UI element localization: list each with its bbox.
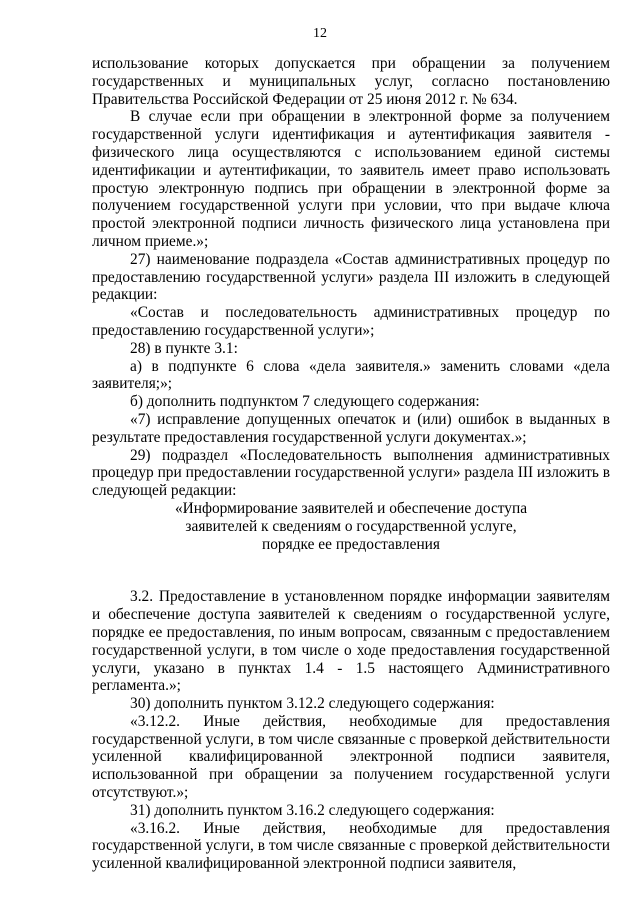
section-heading-line: «Информирование заявителей и обеспечение доступа bbox=[174, 499, 528, 517]
paragraph-subitem-b: б) дополнить подпунктом 7 следующего содержания: bbox=[130, 393, 480, 411]
section-heading-line: порядке ее предоставления bbox=[262, 535, 440, 553]
page-number: 12 bbox=[313, 26, 327, 41]
paragraph-item-29: 29) подраздел «Последовательность выполнения административных процедур при предоставлении государственной услуги» раздела III изложить в следующей редакции: bbox=[92, 446, 610, 500]
paragraph-continuation: использование которых допускается при обращении за получением государственных и муниципальных услуг, согласно постановлению Правительства Российской Федерации от 25 июня 2012 г. № 634. bbox=[92, 55, 610, 108]
paragraph: В случае если при обращении в электронной форме за получением государственной услуги идентификация и аутентификация заявителя - физического лица осуществляются с использованием единой системы идентификации и аутентификации, то заявитель имеет право использовать простую электронную подпись при обращении в электронной форме за получением государственной услуги при условии, что при выдаче ключа простой электронной подписи личность физического лица установлена при личном приеме.»; bbox=[92, 108, 610, 250]
paragraph-item-27: 27) наименование подраздела «Состав административных процедур по предоставлению государственной услуги» раздела III изложить в следующей редакции: bbox=[92, 250, 610, 304]
paragraph-3-2: 3.2. Предоставление в установленном порядке информации заявителям и обеспечение доступа заявителей к сведениям о государственной услуге, порядке ее предоставления, по иным вопросам, связанным с предоставлением государственной услуги, в том числе о ходе предоставления государственной услуги, указано в пунктах 1.4 - 1.5 настоящего Административного регламента.»; bbox=[92, 588, 610, 695]
paragraph-item-31: 31) дополнить пунктом 3.16.2 следующего содержания: bbox=[130, 801, 495, 819]
paragraph-quote: «Состав и последовательность административных процедур по предоставлению государственной услуги»; bbox=[92, 304, 610, 339]
paragraph-item-30: 30) дополнить пунктом 3.12.2 следующего содержания: bbox=[130, 695, 495, 713]
paragraph-quote: «3.12.2. Иные действия, необходимые для предоставления государственной услуги, в том числе связанные с проверкой действительности усиленной квалифицированной электронной подписи заявителя, использованной при обращении за получением государственной услуги отсутствуют.»; bbox=[92, 712, 610, 802]
paragraph-quote: «7) исправление допущенных опечаток и (или) ошибок в выданных в результате предоставления государственной услуги документах.»; bbox=[92, 410, 610, 446]
paragraph-item-28: 28) в пункте 3.1: bbox=[130, 339, 238, 357]
document-body bbox=[92, 55, 610, 873]
paragraph-subitem-a: а) в подпункте 6 слова «дела заявителя.» заменить словами «дела заявителя;»; bbox=[92, 357, 610, 393]
paragraph-quote: «3.16.2. Иные действия, необходимые для предоставления государственной услуги, в том числе связанные с проверкой действительности усиленной квалифицированной электронной подписи заявителя, bbox=[92, 819, 610, 873]
section-heading-line: заявителей к сведениям о государственной услуге, bbox=[185, 517, 517, 535]
